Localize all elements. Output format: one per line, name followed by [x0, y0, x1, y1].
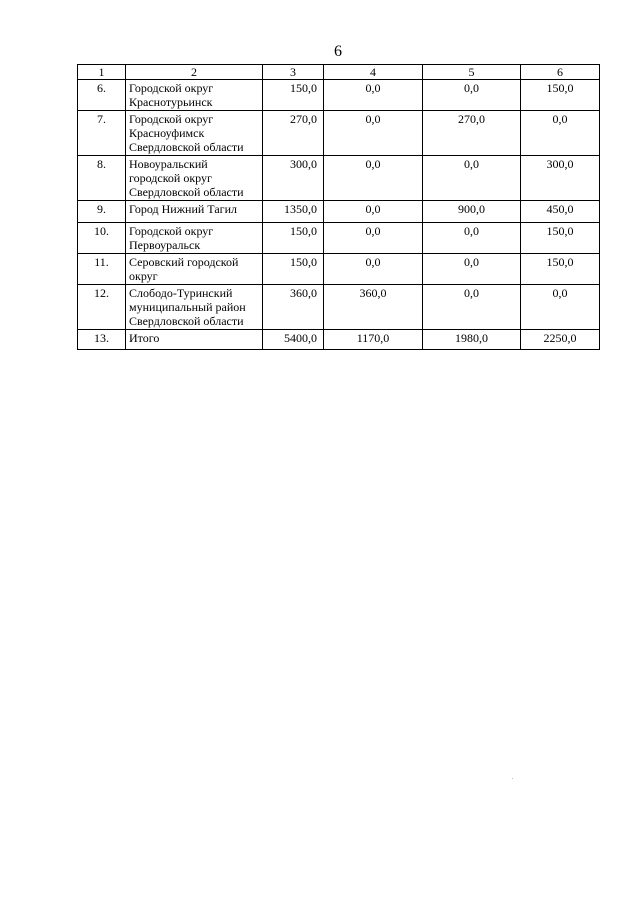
table-row: [78, 254, 600, 285]
value-col-5: 0,0: [423, 156, 521, 201]
table-header-row: [78, 65, 600, 80]
value-col-4: 0,0: [324, 223, 423, 254]
header-cell-5: 5: [423, 65, 521, 80]
header-cell-3: 3: [263, 65, 324, 80]
value-col-6: 150,0: [521, 254, 600, 285]
value-col-6: 450,0: [521, 201, 600, 223]
value-col-3: 300,0: [263, 156, 324, 201]
value-col-5: 0,0: [423, 223, 521, 254]
value-col-4: 0,0: [324, 80, 423, 111]
total-label: Итого: [126, 330, 263, 350]
row-number: 11.: [78, 254, 126, 285]
value-col-4: 0,0: [324, 254, 423, 285]
table-total-row: [78, 330, 600, 350]
value-col-5: 900,0: [423, 201, 521, 223]
row-number: 6.: [78, 80, 126, 111]
municipality-name: Новоуральский городской округ Свердловской области: [126, 156, 263, 201]
municipality-name: Слободо-Туринский муниципальный район Свердловской области: [126, 285, 263, 330]
value-col-4: 0,0: [324, 111, 423, 156]
value-col-3: 1350,0: [263, 201, 324, 223]
table-row: [78, 285, 600, 330]
municipality-name: Городской округ Красноуфимск Свердловской области: [126, 111, 263, 156]
value-col-5: 0,0: [423, 285, 521, 330]
municipality-name: Город Нижний Тагил: [126, 201, 263, 223]
value-col-4: 0,0: [324, 201, 423, 223]
header-cell-1: 1: [78, 65, 126, 80]
value-col-4: 0,0: [324, 156, 423, 201]
row-number: 13.: [78, 330, 126, 350]
row-number: 9.: [78, 201, 126, 223]
row-number: 8.: [78, 156, 126, 201]
value-col-3: 360,0: [263, 285, 324, 330]
budget-table: [77, 64, 600, 350]
value-col-5: 0,0: [423, 80, 521, 111]
total-col-5: 1980,0: [423, 330, 521, 350]
header-cell-2: 2: [126, 65, 263, 80]
value-col-4: 360,0: [324, 285, 423, 330]
value-col-5: 0,0: [423, 254, 521, 285]
table-row: [78, 156, 600, 201]
value-col-6: 300,0: [521, 156, 600, 201]
table-row: [78, 201, 600, 223]
total-col-3: 5400,0: [263, 330, 324, 350]
table-row: [78, 111, 600, 156]
total-col-6: 2250,0: [521, 330, 600, 350]
header-cell-4: 4: [324, 65, 423, 80]
row-number: 12.: [78, 285, 126, 330]
row-number: 10.: [78, 223, 126, 254]
total-col-4: 1170,0: [324, 330, 423, 350]
header-cell-6: 6: [521, 65, 600, 80]
table-row: [78, 223, 600, 254]
value-col-3: 150,0: [263, 223, 324, 254]
value-col-3: 150,0: [263, 254, 324, 285]
municipality-name: Городской округ Первоуральск: [126, 223, 263, 254]
value-col-3: 150,0: [263, 80, 324, 111]
scan-speck: [512, 778, 513, 779]
municipality-name: Городской округ Краснотурьинск: [126, 80, 263, 111]
value-col-3: 270,0: [263, 111, 324, 156]
row-number: 7.: [78, 111, 126, 156]
municipality-name: Серовский городской округ: [126, 254, 263, 285]
value-col-6: 0,0: [521, 111, 600, 156]
page-number: 6: [334, 43, 342, 60]
value-col-6: 150,0: [521, 80, 600, 111]
table-row: [78, 80, 600, 111]
value-col-6: 0,0: [521, 285, 600, 330]
value-col-5: 270,0: [423, 111, 521, 156]
value-col-6: 150,0: [521, 223, 600, 254]
